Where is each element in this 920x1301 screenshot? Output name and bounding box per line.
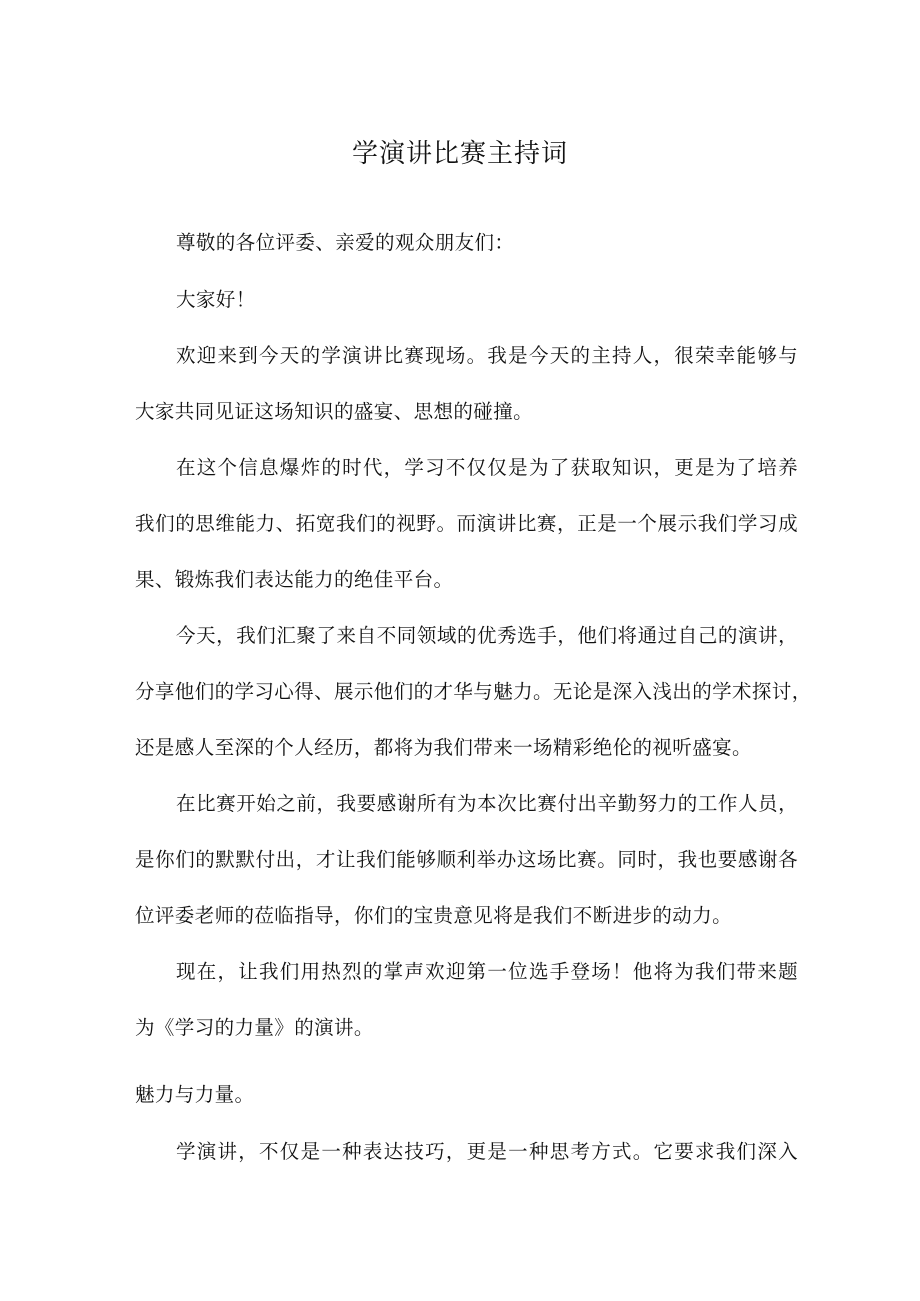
paragraph-fragment-line: 魅力与力量。 bbox=[135, 1083, 255, 1106]
document-title: 学演讲比赛主持词 bbox=[351, 139, 568, 169]
paragraph-welcome-line-2: 大家共同见证这场知识的盛宴、思想的碰撞。 bbox=[135, 400, 534, 423]
paragraph-era-line-2: 我们的思维能力、拓宽我们的视野。而演讲比赛，正是一个展示我们学习成 bbox=[135, 512, 798, 535]
paragraph-welcome-first-line-2: 为《学习的力量》的演讲。 bbox=[135, 1016, 374, 1039]
paragraph-thanks-line-1: 在比赛开始之前，我要感谢所有为本次比赛付出辛勤努力的工作人员， bbox=[176, 792, 798, 815]
salutation-line: 大家好！ bbox=[176, 288, 256, 311]
paragraph-thanks-line-2: 是你们的默默付出，才让我们能够顺利举办这场比赛。同时，我也要感谢各 bbox=[135, 848, 798, 871]
greeting-line: 尊敬的各位评委、亲爱的观众朋友们： bbox=[176, 231, 515, 254]
paragraph-speech-line-1: 学演讲，不仅是一种表达技巧，更是一种思考方式。它要求我们深入 bbox=[176, 1140, 798, 1163]
paragraph-welcome-first-line-1: 现在，让我们用热烈的掌声欢迎第一位选手登场！他将为我们带来题 bbox=[176, 960, 798, 983]
paragraph-welcome-line-1: 欢迎来到今天的学演讲比赛现场。我是今天的主持人，很荣幸能够与 bbox=[176, 344, 798, 367]
paragraph-thanks-line-3: 位评委老师的莅临指导，你们的宝贵意见将是我们不断进步的动力。 bbox=[135, 904, 733, 927]
paragraph-contestants-line-1: 今天，我们汇聚了来自不同领域的优秀选手，他们将通过自己的演讲， bbox=[176, 624, 798, 647]
paragraph-era-line-1: 在这个信息爆炸的时代，学习不仅仅是为了获取知识，更是为了培养 bbox=[176, 456, 798, 479]
paragraph-contestants-line-3: 还是感人至深的个人经历，都将为我们带来一场精彩绝伦的视听盛宴。 bbox=[135, 736, 752, 759]
paragraph-contestants-line-2: 分享他们的学习心得、展示他们的才华与魅力。无论是深入浅出的学术探讨， bbox=[135, 680, 812, 703]
paragraph-era-line-3: 果、锻炼我们表达能力的绝佳平台。 bbox=[135, 568, 454, 591]
